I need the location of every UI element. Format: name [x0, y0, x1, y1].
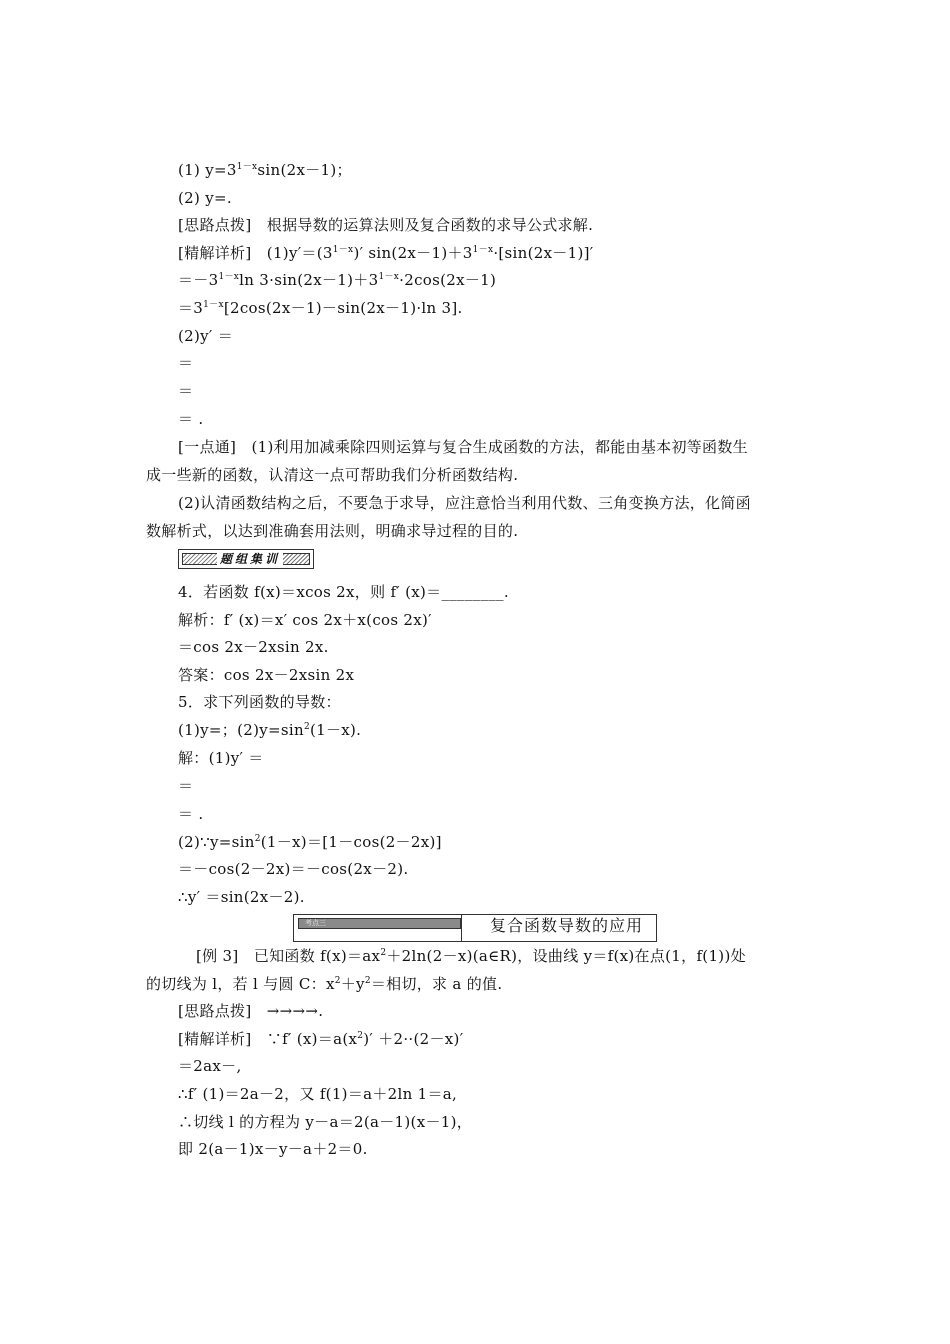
example-3-hint: [思路点拨] →→→→.	[178, 1002, 324, 1020]
line-solution-1: [精解详析] $(1)y'=(3^{1-x})'$ $\sin(2x-1)+3^{1-x}\cdot[\sin(2x-1)]'$	[178, 244, 594, 262]
section-tag: 考点三	[298, 918, 461, 929]
question-4: 4．若函数 f(x)＝xcos 2x，则 f′ (x)＝________.	[178, 583, 509, 601]
line-hint: [思路点拨] 根据导数的运算法则及复合函数的求导公式求解.	[178, 216, 594, 234]
question-5-solution-2: ＝	[178, 777, 194, 795]
line-solution-6: ＝	[178, 382, 194, 400]
question-4-answer: 答案：cos 2x－2xsin 2x	[178, 666, 355, 684]
line-solution-7: ＝ .	[178, 410, 204, 428]
question-5: 5．求下列函数的导数：	[178, 693, 341, 711]
example-3-solution-2: ＝2ax－,	[178, 1057, 242, 1075]
line-tip-1: [一点通] (1)利用加减乘除四则运算与复合生成函数的方法，都能由基本初等函数生	[178, 438, 748, 456]
example-3-solution-5: 即 2(a－1)x－y－a＋2＝0.	[178, 1140, 368, 1158]
question-4-step: ＝cos 2x－2xsin 2x.	[178, 638, 329, 656]
question-5-solution-3: ＝ .	[178, 805, 204, 823]
question-5-solution-4: $(2)\because y=\sin^2(1-x)=[1-\cos(2-2x)]$	[178, 833, 442, 851]
line-solution-3: $=3^{1-x}[2\cos(2x-1)-\sin(2x-1)\cdot\ln$ 3].	[178, 299, 463, 317]
question-5-solution-5: ＝－cos(2－2x)＝－cos(2x－2).	[178, 860, 409, 878]
line-solution-5: ＝	[178, 354, 194, 372]
example-3-line-1: [例 3] 已知函数 $f(x)=ax^2+2\ln(2-x)(a\in R)$，设曲线 y＝f(x)在点(1，f(1))处	[196, 947, 746, 965]
line-solution-4: (2)y′ ＝	[178, 327, 233, 345]
line-tip-2: 成一些新的函数，认清这一点可帮助我们分析函数结构.	[146, 466, 519, 484]
example-3-solution-3: ∴f′ (1)＝2a－2，又 f(1)＝a＋2ln 1＝a,	[178, 1085, 458, 1103]
section-title: 复合函数导数的应用	[490, 916, 644, 935]
section-header	[293, 914, 657, 942]
line-solution-2: $=-3^{1-x}\ln$ $3\cdot\sin(2x-1)+3^{1-x}\cdot 2\cos(2x-1)$	[178, 271, 497, 289]
line-tip-4: 数解析式，以达到准确套用法则，明确求导过程的目的.	[146, 522, 519, 540]
line-tip-3: (2)认清函数结构之后，不要急于求导，应注意恰当利用代数、三角变换方法，化简函	[178, 494, 751, 512]
example-3-solution-1: [精解详析] ∵f′ $(x)=a(x^2)' +2\cdot\cdot(2-x)'$	[178, 1030, 464, 1048]
section-divider	[461, 915, 462, 941]
question-5-solution-6: ∴y′ ＝sin(2x－2).	[178, 888, 305, 906]
exercise-banner	[178, 549, 314, 569]
question-5-solution-1: 解：(1)y′ ＝	[178, 749, 264, 767]
example-3-line-2: 的切线为 l，若 l 与圆 C：$x^2+y^2=$相切，求 a 的值.	[146, 975, 503, 993]
example-3-solution-4: ∴切线 l 的方程为 y－a＝2(a－1)(x－1)，	[178, 1113, 473, 1131]
question-4-analysis: 解析：f′ (x)＝x′ cos 2x＋x(cos 2x)′	[178, 611, 432, 629]
question-5-parts: (1)y=；$(2)y=\sin^2(1-x)$.	[178, 721, 362, 739]
banner-label: 题组集训	[217, 550, 283, 568]
line-example-part1: (1) $y=3^{1-x}\sin(2x-1)$；	[178, 161, 352, 179]
line-example-part2: (2) y=.	[178, 189, 232, 207]
